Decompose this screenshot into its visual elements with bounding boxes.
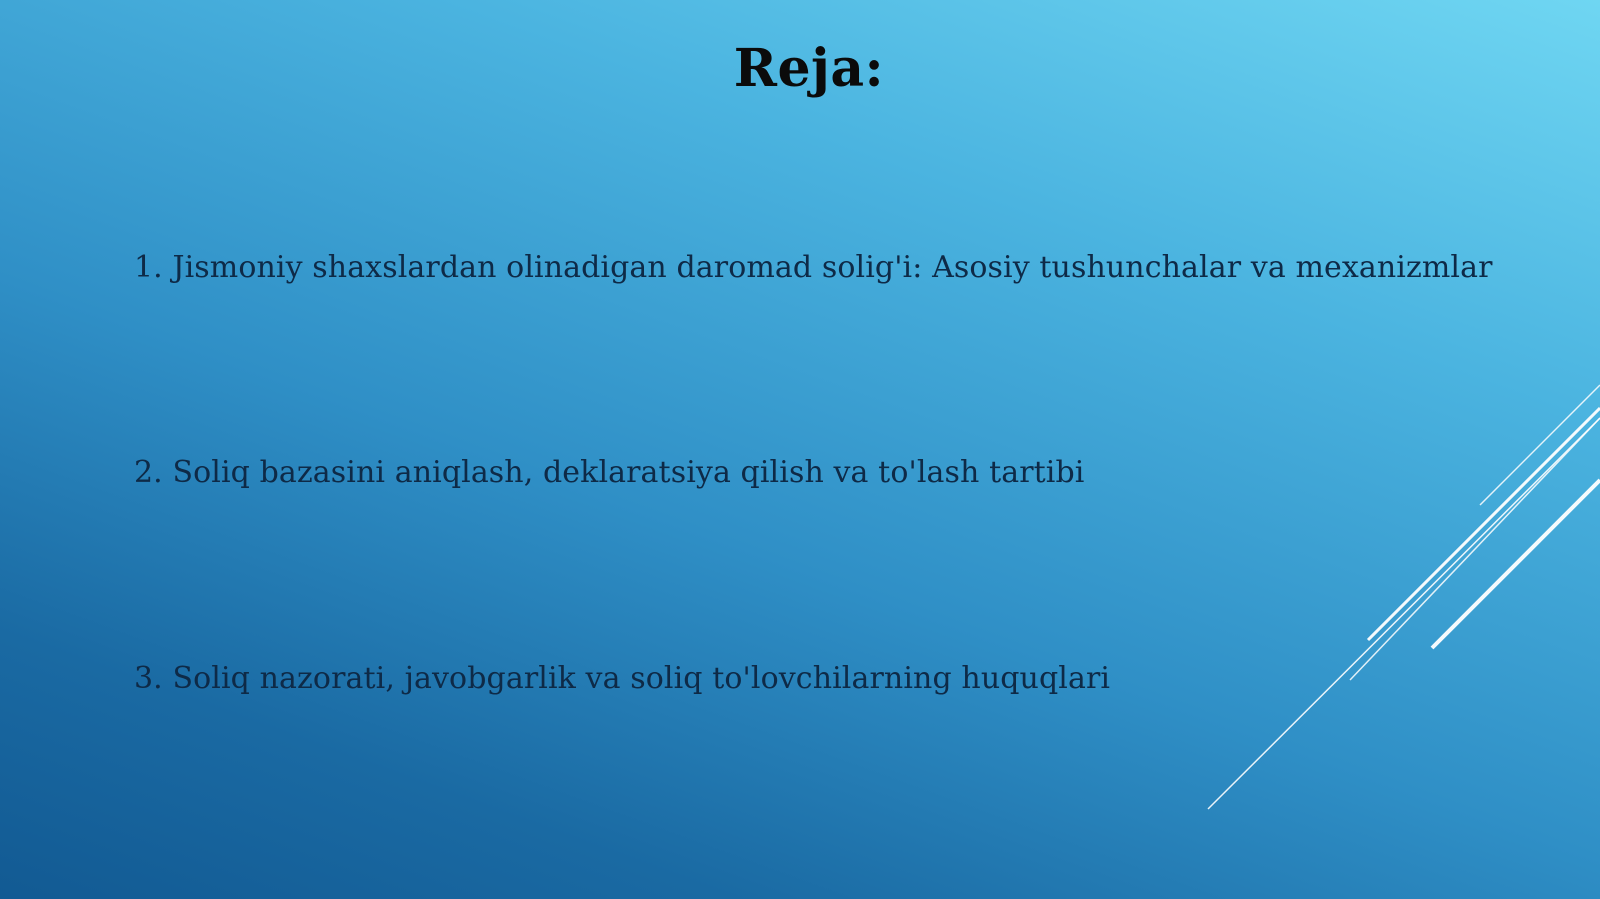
decor-line-5: [1208, 418, 1600, 809]
decor-line-1: [1480, 385, 1600, 505]
decor-line-4: [1432, 480, 1600, 648]
decor-line-2: [1368, 408, 1600, 640]
plan-item-3: 3. Soliq nazorati, javobgarlik va soliq to'lovchilarning huquqlari: [134, 661, 1111, 696]
decor-line-3: [1350, 418, 1600, 680]
slide-title: Reja:: [733, 38, 885, 99]
plan-item-1: 1. Jismoniy shaxslardan olinadigan daromad solig'i: Asosiy tushunchalar va mexanizmlar: [134, 250, 1493, 285]
plan-item-2: 2. Soliq bazasini aniqlash, deklaratsiya qilish va to'lash tartibi: [134, 455, 1085, 490]
